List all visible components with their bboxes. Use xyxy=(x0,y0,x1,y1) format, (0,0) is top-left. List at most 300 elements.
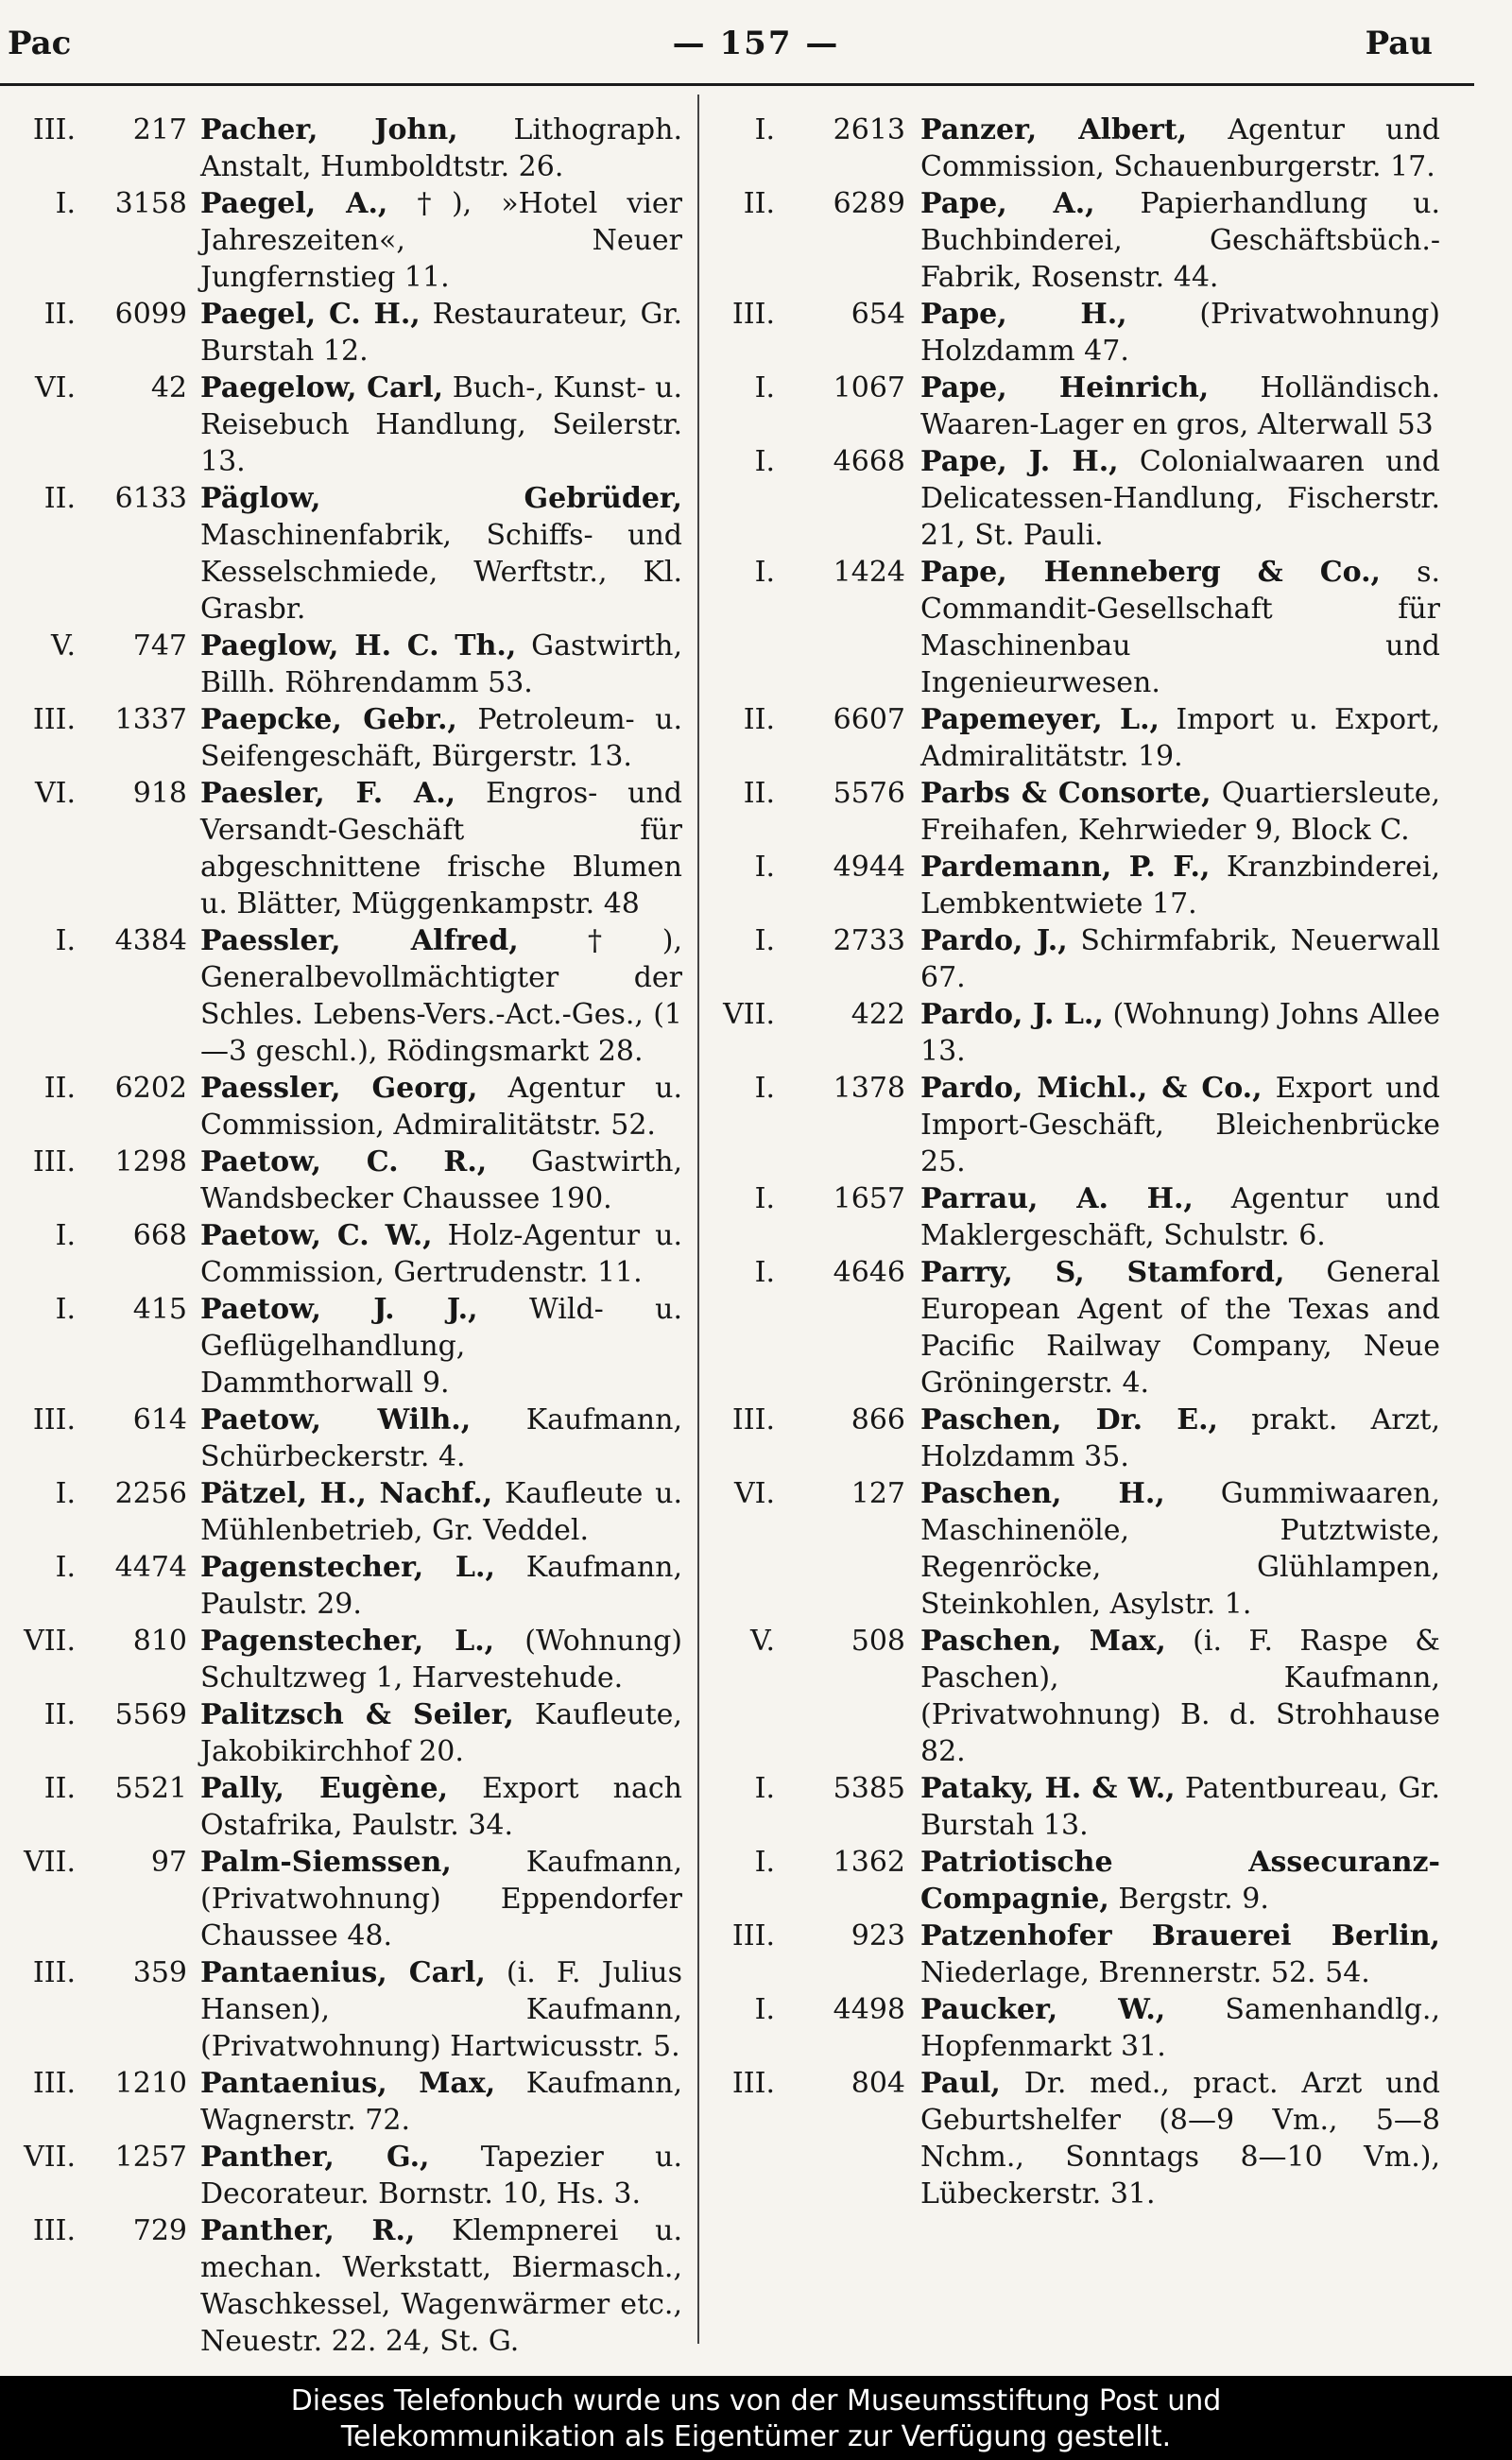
phone-number: 3158 xyxy=(114,187,187,220)
entry-name: Pätzel, H., Nachf., xyxy=(200,1477,493,1510)
entry-name: Pacher, John, xyxy=(200,113,458,146)
directory-entry xyxy=(699,1070,1455,1180)
phone-number: 4944 xyxy=(833,851,905,884)
entry-text xyxy=(905,1844,1455,1918)
entry-text xyxy=(187,480,690,628)
entry-text xyxy=(905,775,1455,849)
entry-name: Pape, J. H., xyxy=(920,445,1119,478)
entry-number xyxy=(699,1180,905,1217)
entry-text xyxy=(905,1254,1455,1402)
directory-entry xyxy=(0,370,690,480)
entry-name: Panzer, Albert, xyxy=(920,113,1188,146)
entry-text xyxy=(905,2065,1455,2212)
exchange-volume: I. xyxy=(754,851,775,884)
entry-number xyxy=(0,628,187,664)
phone-number: 2613 xyxy=(833,113,905,146)
entry-description: Niederlage, Brennerstr. 52. 54. xyxy=(920,1956,1370,1989)
entry-number xyxy=(699,1402,905,1438)
phone-number: 810 xyxy=(132,1625,187,1658)
directory-entry xyxy=(699,1402,1455,1475)
entry-name: Pape, Heinrich, xyxy=(920,371,1210,404)
phone-number: 2256 xyxy=(114,1477,187,1510)
exchange-volume: II. xyxy=(743,777,775,810)
footer-notice xyxy=(0,2376,1512,2460)
exchange-volume: I. xyxy=(754,924,775,957)
entry-name: Paessler, Georg, xyxy=(200,1072,478,1105)
directory-entry xyxy=(699,554,1455,701)
entry-text xyxy=(187,1402,690,1475)
entry-text xyxy=(187,701,690,775)
entry-number xyxy=(0,370,187,406)
directory-entry xyxy=(0,1549,690,1623)
entry-name: Pardemann, P. F., xyxy=(920,851,1211,884)
phone-number: 6289 xyxy=(833,187,905,220)
exchange-volume: II. xyxy=(743,187,775,220)
entry-text xyxy=(905,1070,1455,1180)
directory-entry xyxy=(0,2212,690,2360)
phone-number: 654 xyxy=(850,298,905,331)
exchange-volume: I. xyxy=(754,371,775,404)
entry-description: Kaufleute u. Mühlenbetrieb, Gr. Veddel. xyxy=(200,1477,682,1547)
entry-description: Kaufmann, Schürbeckerstr. 4. xyxy=(200,1403,682,1473)
phone-number: 6099 xyxy=(114,298,187,331)
directory-entry xyxy=(0,1291,690,1402)
exchange-volume: III. xyxy=(32,2067,76,2100)
entry-number xyxy=(699,1991,905,2028)
directory-entry xyxy=(699,185,1455,296)
entry-text xyxy=(187,1070,690,1144)
phone-number: 42 xyxy=(150,371,187,404)
header-right-keyword: Pau xyxy=(1365,25,1433,62)
entry-description: Kranzbinderei, Lembkentwiete 17. xyxy=(920,851,1440,920)
column-left xyxy=(0,112,690,2360)
entry-number xyxy=(0,1696,187,1733)
entry-number xyxy=(0,1402,187,1438)
entry-text xyxy=(905,1991,1455,2065)
entry-text xyxy=(187,1623,690,1696)
entry-description: †), Generalbevollmächtigter der Schles. Lebens-Vers.-Act.-Ges., (1—3 geschl.), Rödingsmarkt 28. xyxy=(200,924,682,1068)
exchange-volume: II. xyxy=(43,1072,76,1105)
phone-number: 866 xyxy=(850,1403,905,1436)
entry-name: Papemeyer, L., xyxy=(920,703,1160,736)
entry-text xyxy=(187,1696,690,1770)
exchange-volume: I. xyxy=(754,1772,775,1805)
exchange-volume: II. xyxy=(743,703,775,736)
entry-description: Gastwirth, Billh. Röhrendamm 53. xyxy=(200,629,682,699)
exchange-volume: I. xyxy=(55,187,76,220)
exchange-volume: I. xyxy=(754,556,775,589)
directory-entry xyxy=(0,2065,690,2139)
entry-description: prakt. Arzt, Holzdamm 35. xyxy=(920,1403,1440,1473)
entry-text xyxy=(905,1918,1455,1991)
entry-number xyxy=(0,2212,187,2249)
entry-name: Palm-Siemssen, xyxy=(200,1846,452,1879)
entry-number xyxy=(0,1291,187,1328)
directory-entry xyxy=(0,1696,690,1770)
entry-name: Pardo, Michl., & Co., xyxy=(920,1072,1263,1105)
phone-number: 614 xyxy=(132,1403,187,1436)
phone-number: 359 xyxy=(132,1956,187,1989)
entry-name: Paschen, Dr. E., xyxy=(920,1403,1218,1436)
entry-description: Export nach Ostafrika, Paulstr. 34. xyxy=(200,1772,682,1842)
entry-text xyxy=(905,554,1455,701)
phone-number: 1067 xyxy=(833,371,905,404)
entry-text xyxy=(187,185,690,296)
directory-entry xyxy=(699,1844,1455,1918)
entry-number xyxy=(699,112,905,148)
directory-entry xyxy=(699,849,1455,922)
entry-description: Export und Import-Geschäft, Bleichenbrücke 25. xyxy=(920,1072,1440,1178)
exchange-volume: I. xyxy=(754,1993,775,2026)
entry-description: Colonialwaaren und Delicatessen-Handlung, Fischerstr. 21, St. Pauli. xyxy=(920,445,1440,552)
entry-name: Paessler, Alfred, xyxy=(200,924,519,957)
phone-number: 804 xyxy=(850,2067,905,2100)
directory-entry xyxy=(699,296,1455,370)
phone-number: 1210 xyxy=(114,2067,187,2100)
entry-name: Parbs & Consorte, xyxy=(920,777,1211,810)
directory-entry xyxy=(699,1991,1455,2065)
entry-number xyxy=(699,443,905,480)
entry-number xyxy=(0,296,187,333)
entry-description: Kaufleute, Jakobikirchhof 20. xyxy=(200,1698,682,1768)
entry-text xyxy=(187,1475,690,1549)
entry-name: Paeglow, H. C. Th., xyxy=(200,629,517,662)
exchange-volume: V. xyxy=(750,1625,775,1658)
entry-name: Paetow, J. J., xyxy=(200,1293,478,1326)
exchange-volume: I. xyxy=(55,1219,76,1252)
entry-name: Patzenhofer Brauerei Berlin, xyxy=(920,1919,1440,1953)
entry-number xyxy=(699,370,905,406)
entry-text xyxy=(905,443,1455,554)
entry-number xyxy=(699,185,905,222)
directory-entry xyxy=(699,1475,1455,1623)
entry-description: General European Agent of the Texas and Pacific Railway Company, Neue Gröningerstr. 4. xyxy=(920,1256,1440,1400)
entry-number xyxy=(0,1217,187,1254)
entry-number xyxy=(699,1623,905,1660)
entry-description: Kaufmann, (Privatwohnung) Eppendorfer Chaussee 48. xyxy=(200,1846,682,1953)
exchange-volume: III. xyxy=(32,703,76,736)
entry-description: Gummiwaaren, Maschinenöle, Putztwiste, Regenröcke, Glühlampen, Steinkohlen, Asylstr. 1. xyxy=(920,1477,1440,1621)
directory-entry xyxy=(0,775,690,922)
phone-number: 6133 xyxy=(114,482,187,515)
exchange-volume: I. xyxy=(55,1477,76,1510)
entry-number xyxy=(699,554,905,591)
entry-name: Pardo, J., xyxy=(920,924,1068,957)
directory-entry xyxy=(699,1254,1455,1402)
entry-name: Paetow, C. W., xyxy=(200,1219,433,1252)
phone-number: 508 xyxy=(850,1625,905,1658)
entry-number xyxy=(0,1144,187,1180)
entry-description: Restaurateur, Gr. Burstah 12. xyxy=(200,298,682,368)
entry-description: †), »Hotel vier Jahreszeiten«, Neuer Jungfernstieg 11. xyxy=(200,187,683,294)
exchange-volume: VII. xyxy=(24,1846,76,1879)
directory-entry xyxy=(0,1217,690,1291)
phone-number: 747 xyxy=(132,629,187,662)
phone-number: 127 xyxy=(850,1477,905,1510)
exchange-volume: VII. xyxy=(24,1625,76,1658)
entry-description: Schirmfabrik, Neuerwall 67. xyxy=(920,924,1440,994)
entry-description: Tapezier u. Decorateur. Bornstr. 10, Hs. 3. xyxy=(200,2141,682,2211)
entry-text xyxy=(187,922,690,1070)
directory-entry xyxy=(699,775,1455,849)
directory-entry xyxy=(699,2065,1455,2212)
exchange-volume: VI. xyxy=(34,371,76,404)
directory-entry xyxy=(699,1623,1455,1770)
entry-description: (i. F. Raspe & Paschen), Kaufmann, (Privatwohnung) B. d. Strohhause 82. xyxy=(920,1625,1440,1768)
entry-number xyxy=(0,1623,187,1660)
phone-number: 4498 xyxy=(833,1993,905,2026)
entry-name: Pape, A., xyxy=(920,187,1095,220)
entry-number xyxy=(0,1844,187,1881)
entry-name: Paetow, Wilh., xyxy=(200,1403,472,1436)
directory-entry xyxy=(0,1070,690,1144)
entry-number xyxy=(0,2139,187,2176)
exchange-volume: III. xyxy=(32,1145,76,1178)
exchange-volume: I. xyxy=(754,1256,775,1289)
entry-name: Paul, xyxy=(920,2067,1001,2100)
entry-text xyxy=(905,1402,1455,1475)
entry-text xyxy=(187,112,690,185)
column-right xyxy=(699,112,1455,2212)
entry-text xyxy=(187,370,690,480)
phone-number: 1362 xyxy=(833,1846,905,1879)
entry-text xyxy=(905,996,1455,1070)
entry-name: Pardo, J. L., xyxy=(920,998,1104,1031)
exchange-volume: II. xyxy=(43,482,76,515)
entry-name: Pataky, H. & W., xyxy=(920,1772,1176,1805)
exchange-volume: I. xyxy=(55,1293,76,1326)
entry-description: Lithograph. Anstalt, Humboldtstr. 26. xyxy=(200,113,682,183)
exchange-volume: III. xyxy=(731,1919,775,1953)
entry-description: (i. F. Julius Hansen), Kaufmann, (Privatwohnung) Hartwicusstr. 5. xyxy=(200,1956,682,2063)
exchange-volume: I. xyxy=(754,445,775,478)
directory-entry xyxy=(0,1844,690,1954)
exchange-volume: VII. xyxy=(723,998,775,1031)
exchange-volume: III. xyxy=(731,2067,775,2100)
entry-text xyxy=(187,1217,690,1291)
phone-number: 4384 xyxy=(114,924,187,957)
entry-description: Gastwirth, Wandsbecker Chaussee 190. xyxy=(200,1145,682,1215)
phone-number: 5521 xyxy=(114,1772,187,1805)
entry-description: (Privatwohnung) Holzdamm 47. xyxy=(920,298,1440,368)
entry-text xyxy=(905,1623,1455,1770)
entry-text xyxy=(187,628,690,701)
entry-number xyxy=(699,1070,905,1107)
directory-entry xyxy=(699,922,1455,996)
entry-number xyxy=(0,1954,187,1991)
phone-number: 5569 xyxy=(114,1698,187,1731)
entry-text xyxy=(905,1770,1455,1844)
entry-number xyxy=(699,1475,905,1512)
phone-number: 668 xyxy=(132,1219,187,1252)
entry-text xyxy=(905,701,1455,775)
entry-description: Samenhandlg., Hopfenmarkt 31. xyxy=(920,1993,1440,2063)
phone-number: 4646 xyxy=(833,1256,905,1289)
phone-number: 6607 xyxy=(833,703,905,736)
entry-description: Wild- u. Geflügelhandlung, Dammthorwall 9. xyxy=(200,1293,683,1400)
entry-name: Pally, Eugène, xyxy=(200,1772,449,1805)
entry-name: Panther, R., xyxy=(200,2214,416,2247)
entry-text xyxy=(905,296,1455,370)
entry-name: Pape, H., xyxy=(920,298,1127,331)
entry-name: Päglow, Gebrüder, xyxy=(200,482,682,515)
directory-entry xyxy=(0,1623,690,1696)
entry-number xyxy=(0,922,187,959)
entry-description: Engros- und Versandt-Geschäft für abgeschnittene frische Blumen u. Blätter, Müggenkampstr. 48 xyxy=(200,777,682,920)
directory-entry xyxy=(699,112,1455,185)
entry-description: Patentbureau, Gr. Burstah 13. xyxy=(920,1772,1440,1842)
entry-name: Palitzsch & Seiler, xyxy=(200,1698,514,1731)
entry-number xyxy=(699,922,905,959)
exchange-volume: III. xyxy=(32,2214,76,2247)
entry-text xyxy=(187,1844,690,1954)
exchange-volume: I. xyxy=(55,1551,76,1584)
phone-number: 217 xyxy=(132,113,187,146)
phone-number: 1424 xyxy=(833,556,905,589)
phone-number: 5385 xyxy=(833,1772,905,1805)
entry-number xyxy=(0,1770,187,1807)
phone-number: 1337 xyxy=(114,703,187,736)
directory-entry xyxy=(699,996,1455,1070)
entry-name: Paschen, Max, xyxy=(920,1625,1166,1658)
entry-text xyxy=(187,1549,690,1623)
entry-text xyxy=(187,775,690,922)
entry-text xyxy=(905,370,1455,443)
entry-number xyxy=(699,2065,905,2102)
header-left-keyword: Pac xyxy=(8,25,72,62)
phone-number: 1657 xyxy=(833,1182,905,1215)
entry-description: Kaufmann, Paulstr. 29. xyxy=(200,1551,682,1621)
entry-text xyxy=(187,1954,690,2065)
entry-number xyxy=(0,1475,187,1512)
directory-entry xyxy=(0,628,690,701)
phone-number: 4474 xyxy=(114,1551,187,1584)
exchange-volume: III. xyxy=(32,113,76,146)
exchange-volume: VI. xyxy=(733,1477,775,1510)
entry-text xyxy=(905,1180,1455,1254)
phone-number: 415 xyxy=(132,1293,187,1326)
entry-name: Parry, S, Stamford, xyxy=(920,1256,1285,1289)
entry-name: Pantaenius, Max, xyxy=(200,2067,496,2100)
phone-number: 1298 xyxy=(114,1145,187,1178)
exchange-volume: I. xyxy=(754,1072,775,1105)
entry-text xyxy=(187,1291,690,1402)
phone-number: 1378 xyxy=(833,1072,905,1105)
entry-description: Papierhandlung u. Buchbinderei, Geschäftsbüch.-Fabrik, Rosenstr. 44. xyxy=(920,187,1441,294)
entry-description: Klempnerei u. mechan. Werkstatt, Biermasch., Waschkessel, Wagenwärmer etc., Neuestr. 22. 24, St. G. xyxy=(200,2214,682,2358)
directory-entry xyxy=(0,2139,690,2212)
footer-line-2: Telekommunikation als Eigentümer zur Verfügung gestellt. xyxy=(340,2420,1172,2453)
directory-entry xyxy=(0,1954,690,2065)
entry-text xyxy=(905,849,1455,922)
phone-number: 5576 xyxy=(833,777,905,810)
entry-text xyxy=(187,2065,690,2139)
entry-description: Holz-Agentur u. Commission, Gertrudenstr. 11. xyxy=(200,1219,682,1289)
entry-name: Paegelow, Carl, xyxy=(200,371,444,404)
directory-entry xyxy=(699,1918,1455,1991)
entry-number xyxy=(699,1918,905,1954)
entry-number xyxy=(699,996,905,1033)
entry-number xyxy=(0,185,187,222)
directory-entry xyxy=(699,443,1455,554)
entry-description: Petroleum- u. Seifengeschäft, Bürgerstr. 13. xyxy=(200,703,682,773)
exchange-volume: I. xyxy=(55,924,76,957)
directory-entry xyxy=(0,1475,690,1549)
entry-name: Paetow, C. R., xyxy=(200,1145,488,1178)
exchange-volume: I. xyxy=(754,1182,775,1215)
exchange-volume: I. xyxy=(754,113,775,146)
entry-number xyxy=(699,1844,905,1881)
entry-description: Holländisch. Waaren-Lager en gros, Alterwall 53 xyxy=(920,371,1440,441)
exchange-volume: II. xyxy=(43,298,76,331)
entry-number xyxy=(0,112,187,148)
exchange-volume: II. xyxy=(43,1772,76,1805)
directory-entry xyxy=(699,701,1455,775)
entry-name: Patriotische Assecuranz-Compagnie, xyxy=(920,1846,1440,1916)
entry-description: Maschinenfabrik, Schiffs- und Kesselschmiede, Werftstr., Kl. Grasbr. xyxy=(200,519,682,626)
directory-entry xyxy=(699,1770,1455,1844)
page-number: — 157 — xyxy=(672,25,840,62)
exchange-volume: III. xyxy=(731,298,775,331)
entry-description: (Wohnung) Johns Allee 13. xyxy=(920,998,1440,1068)
entry-number xyxy=(0,2065,187,2102)
entry-text xyxy=(905,922,1455,996)
directory-entry xyxy=(0,480,690,628)
directory-entry xyxy=(699,1180,1455,1254)
phone-number: 918 xyxy=(132,777,187,810)
entry-number xyxy=(699,701,905,738)
directory-entry xyxy=(0,1144,690,1217)
entry-text xyxy=(187,1770,690,1844)
directory-entry xyxy=(0,1770,690,1844)
entry-description: Import u. Export, Admiralitätstr. 19. xyxy=(920,703,1440,773)
entry-description: Bergstr. 9. xyxy=(1118,1883,1269,1916)
directory-entry xyxy=(0,1402,690,1475)
directory-entry xyxy=(0,922,690,1070)
entry-name: Paepcke, Gebr., xyxy=(200,703,457,736)
phone-number: 422 xyxy=(850,998,905,1031)
entry-name: Parrau, A. H., xyxy=(920,1182,1194,1215)
directory-entry xyxy=(0,701,690,775)
entry-number xyxy=(699,296,905,333)
entry-name: Pantaenius, Carl, xyxy=(200,1956,486,1989)
entry-text xyxy=(905,112,1455,185)
exchange-volume: III. xyxy=(731,1403,775,1436)
entry-description: (Wohnung) Schultzweg 1, Harvestehude. xyxy=(200,1625,682,1694)
phone-number: 4668 xyxy=(833,445,905,478)
entry-number xyxy=(0,480,187,517)
entry-name: Paegel, A., xyxy=(200,187,388,220)
entry-name: Paucker, W., xyxy=(920,1993,1166,2026)
entry-number xyxy=(699,1770,905,1807)
exchange-volume: II. xyxy=(43,1698,76,1731)
exchange-volume: V. xyxy=(51,629,76,662)
exchange-volume: VII. xyxy=(24,2141,76,2174)
entry-description: Agentur u. Commission, Admiralitätstr. 52. xyxy=(200,1072,682,1142)
entry-number xyxy=(699,1254,905,1291)
phone-number: 97 xyxy=(150,1846,187,1879)
entry-name: Pagenstecher, L., xyxy=(200,1551,495,1584)
entry-text xyxy=(187,1144,690,1217)
entry-name: Paegel, C. H., xyxy=(200,298,421,331)
entry-name: Pape, Henneberg & Co., xyxy=(920,556,1381,589)
entry-description: Buch-, Kunst- u. Reisebuch Handlung, Seilerstr. 13. xyxy=(200,371,682,478)
entry-number xyxy=(699,849,905,886)
entry-description: Agentur und Commission, Schauenburgerstr. 17. xyxy=(920,113,1440,183)
directory-entry xyxy=(0,112,690,185)
directory-entry xyxy=(0,296,690,370)
entry-text xyxy=(905,1475,1455,1623)
